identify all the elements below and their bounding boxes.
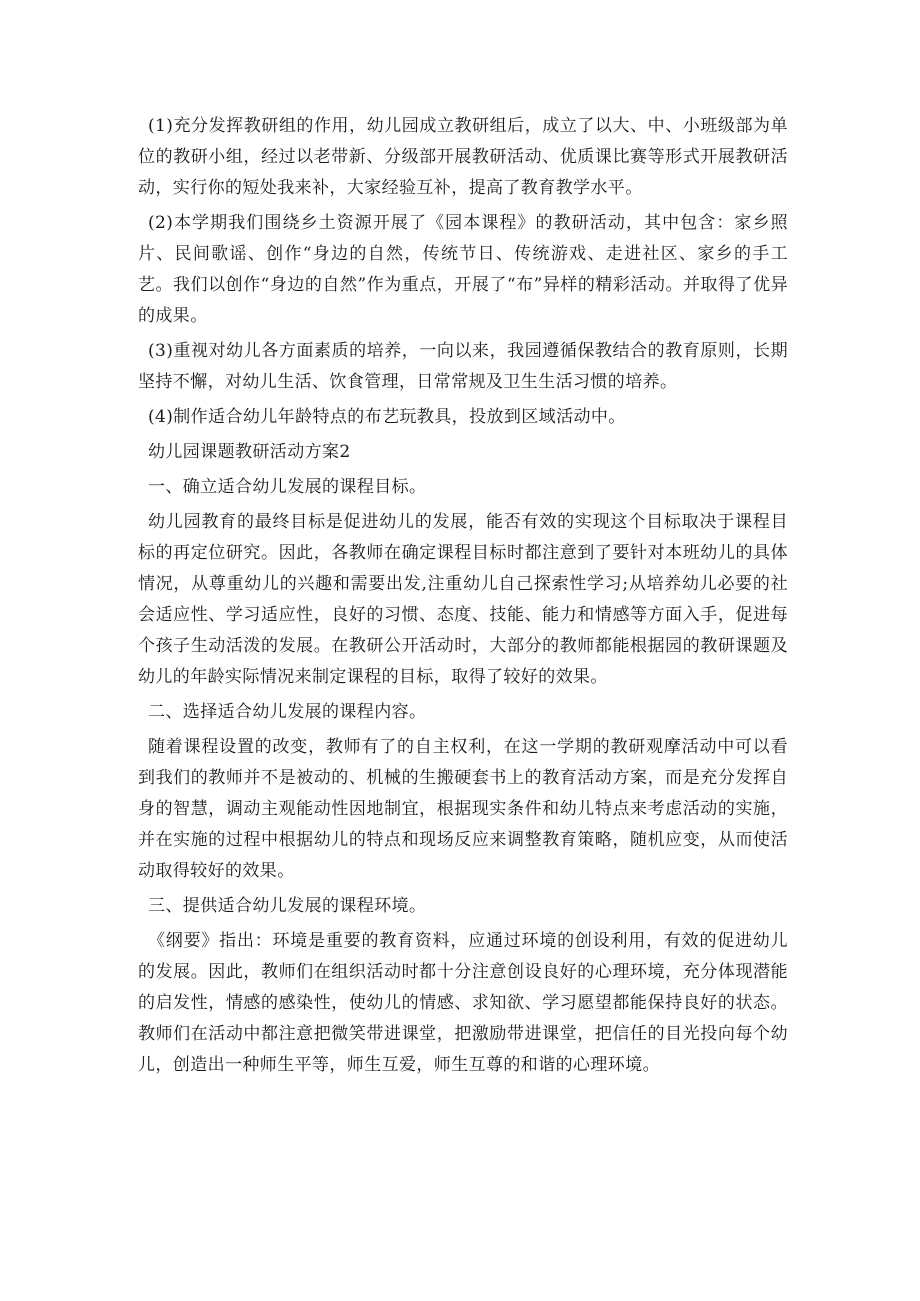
paragraph-2: (2)本学期我们围绕乡土资源开展了《园本课程》的教研活动，其中包含：家乡照片、民间歌谣、创作“身边的自然，传统节日、传统游戏、走进社区、家乡的手工艺。我们以创作“身边的自然”作为重点，开展了“布”异样的精彩活动。并取得了优异的成果。 [138, 213, 788, 326]
paragraph-6: 随着课程设置的改变，教师有了的自主权利，在这一学期的教研观摩活动中可以看到我们的教师并不是被动的、机械的生搬硬套书上的教育活动方案，而是充分发挥自身的智慧，调动主观能动性因地制宜，根据现实条件和幼儿特点来考虑活动的实施，并在实施的过程中根据幼儿的特点和现场反应来调整教育策略，随机应变，从而使活动取得较好的效果。 [138, 737, 788, 881]
heading-2: 二、选择适合幼儿发展的课程内容。 [148, 702, 427, 722]
paragraph-5: 幼儿园教育的最终目标是促进幼儿的发展，能否有效的实现这个目标取决于课程目标的再定位研究。因此，各教师在确定课程目标时都注意到了要针对本班幼儿的具体情况，从尊重幼儿的兴趣和需要出发,注重幼儿自己探索性学习;从培养幼儿必要的社会适应性、学习适应性，良好的习惯、态度、技能、能力和情感等方面入手，促进每个孩子生动活泼的发展。在教研公开活动时，大部分的教师都能根据园的教研课题及幼儿的年龄实际情况来制定课程的目标，取得了较好的效果。 [138, 512, 788, 687]
heading-3: 三、提供适合幼儿发展的课程环境。 [148, 896, 427, 916]
paragraph-3: (3)重视对幼儿各方面素质的培养，一向以来，我园遵循保教结合的教育原则，长期坚持不懈，对幼儿生活、饮食管理，日常常规及卫生生活习惯的培养。 [138, 341, 788, 392]
document-body [138, 111, 788, 1085]
paragraph-1: (1)充分发挥教研组的作用，幼儿园成立教研组后，成立了以大、中、小班级部为单位的教研小组，经过以老带新、分级部开展教研活动、优质课比赛等形式开展教研活动，实行你的短处我来补，大家经验互补，提高了教育教学水平。 [138, 116, 788, 198]
paragraph-7: 《纲要》指出：环境是重要的教育资料，应通过环境的创设利用，有效的促进幼儿的发展。因此，教师们在组织活动时都十分注意创设良好的心理环境，充分体现潜能的启发性，情感的感染性，使幼儿的情感、求知欲、学习愿望都能保持良好的状态。教师们在活动中都注意把微笑带进课堂，把激励带进课堂，把信任的目光投向每个幼儿，创造出一种师生平等，师生互爱，师生互尊的和谐的心理环境。 [138, 931, 788, 1075]
heading-1: 一、确立适合幼儿发展的课程目标。 [148, 477, 427, 497]
paragraph-4: (4)制作适合幼儿年龄特点的布艺玩教具，投放到区域活动中。 [148, 407, 626, 427]
section-title: 幼儿园课题教研活动方案2 [148, 442, 351, 462]
